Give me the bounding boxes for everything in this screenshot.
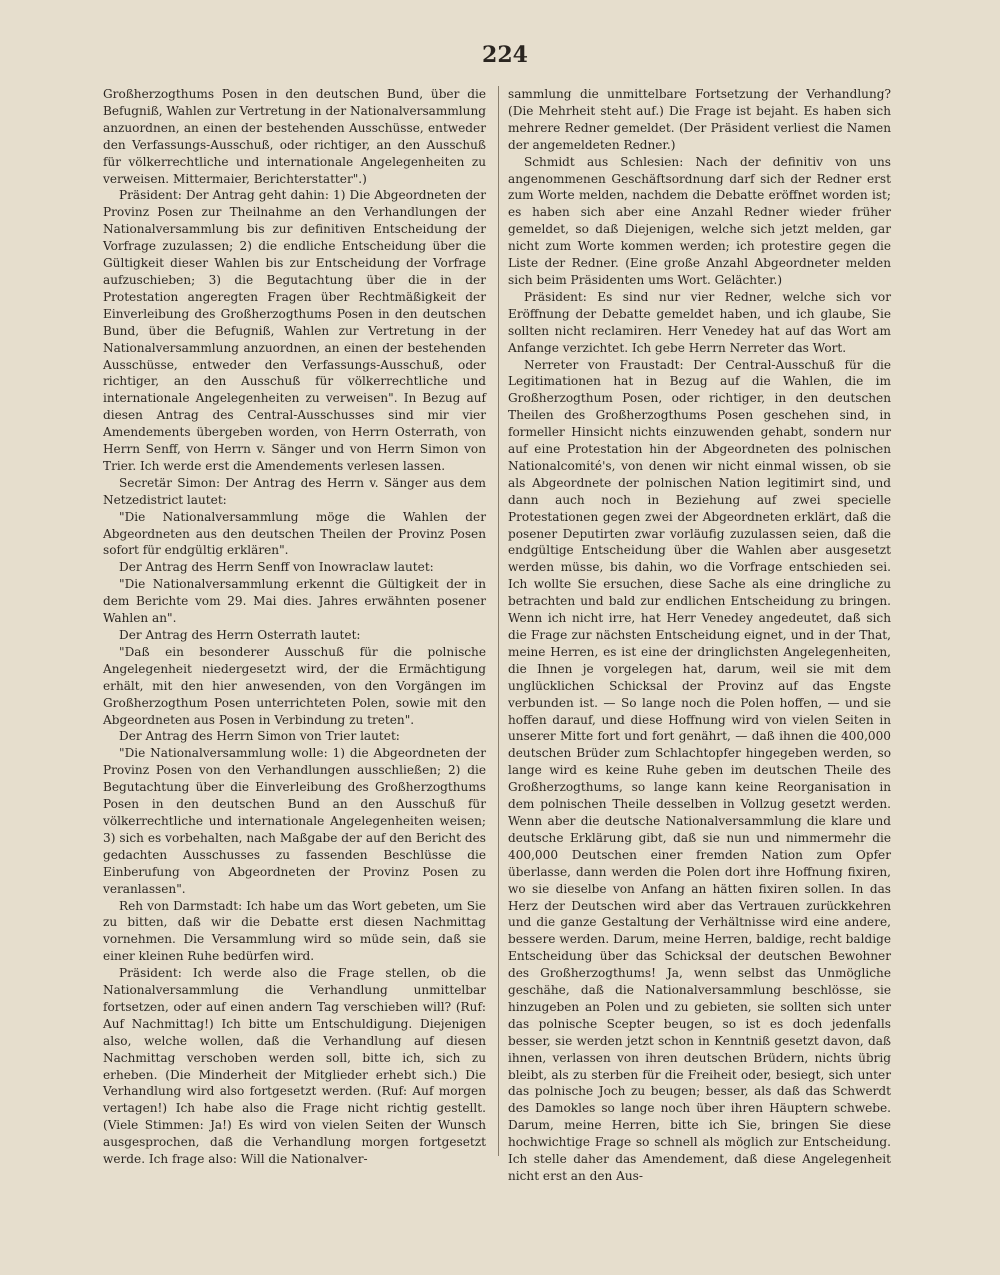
paragraph: Nerreter von Fraustadt: Der Central-Ausschuß für die Legitimationen hat in Bezug auf die Wahlen, die im Großherzogthum Posen, oder richtiger, in den deutschen Theilen des Großherzogthums Posen geschehen sind, in formeller Hinsicht nichts einzuwenden gehabt, sondern nur auf eine Protestation hin der Abgeordneten des polnischen Nationalcomité's, von denen wir nicht einmal wissen, ob sie als Abgeordnete der polnischen Nation legitimirt sind, und dann auch noch in Beziehung auf zwei specielle Protestationen gegen zwei der Abgeordneten erklärt, daß die posener Deputirten zwar vorläufig zuzulassen seien, daß die endgültige Entscheidung über die Wahlen aber ausgesetzt werden müsse, bis dahin, wo die Vorfrage entschieden sei. Ich wollte Sie ersuchen, diese Sache als eine dringliche zu betrachten und bald zur endlichen Entscheidung zu bringen. Wenn ich nicht irre, hat Herr Venedey angedeutet, daß sich die Frage zur nächsten Entscheidung eignet, und in der That, meine Herren, es ist eine der dringlichsten Angelegenheiten, die Ihnen je vorgelegen hat, darum, weil sie mit dem unglücklichen Schicksal der Provinz auf das Engste verbunden ist. — So lange noch die Polen hoffen, — und sie hoffen darauf, und diese Hoffnung wird von vielen Seiten in unserer Mitte fort und fort genährt, — daß ihnen die 400,000 deutschen Brüder zum Schlachtopfer hingegeben werden, so lange wird es keine Ruhe geben im deutschen Theile des Großherzogthums, so lange kann keine Reorganisation in dem polnischen Theile desselben in Vollzug gesetzt werden. Wenn aber die deutsche Nationalversammlung die klare und deutsche Erklärung gibt, daß sie nun und nimmermehr die 400,000 Deutschen einer fremden Nation zum Opfer überlasse, dann werden die Polen dort ihre Hoffnung fixiren, wo sie dieselbe von Anfang an hätten fixiren sollen. In das Herz der Deutschen wird aber das Vertrauen zurückkehren und die ganze Gestaltung der Verhältnisse wird eine andere, bessere werden. Darum, meine Herren, baldige, recht baldige Entscheidung über das Schicksal der deutschen Bewohner des Großherzogthums! Ja, wenn selbst das Unmögliche geschähe, daß die Nationalversammlung beschlösse, sie hinzugeben an Polen und zu gebieten, sie sollten sich unter das polnische Scepter beugen, so ist es doch jedenfalls besser, sie werden jetzt schon in Kenntniß gesetzt davon, daß ihnen, verlassen von ihren deutschen Brüdern, nichts übrig bleibt, als zu sterben für die Freiheit oder, besiegt, sich unter das polnische Joch zu beugen; besser, als daß das Schwerdt des Damokles so lange noch über ihren Häuptern schwebe. Darum, meine Herren, bitte ich Sie, bringen Sie diese hochwichtige Frage so schnell als möglich zur Entscheidung. Ich stelle daher das Amendement, daß diese Angelegenheit nicht erst an den Aus- — [508, 357, 891, 1183]
paragraph: Präsident: Ich werde also die Frage stellen, ob die Nationalversammlung die Verhandlung unmittelbar fortsetzen, oder auf einen andern Tag verschieben will? (Ruf: Auf Nachmittag!) Ich bitte um Entschuldigung. Diejenigen also, welche wollen, daß die Verhandlung auf diesen Nachmittag verschoben werden soll, bitte ich, sich zu erheben. (Die Minderheit der Mitglieder erhebt sich.) Die Verhandlung wird also fortgesetzt werden. (Ruf: Auf morgen vertagen!) Ich habe also die Frage nicht richtig gestellt. (Viele Stimmen: Ja!) Es wird von vielen Seiten der Wunsch ausgesprochen, daß die Verhandlung morgen fortgesetzt werde. Ich frage also: Will die Nationalver- — [103, 966, 486, 1167]
paragraph: Der Antrag des Herrn Simon von Trier lautet: — [119, 729, 400, 744]
right-column — [508, 86, 891, 1185]
paragraph: Schmidt aus Schlesien: Nach der definitiv von uns angenommenen Geschäftsordnung darf sich der Redner erst zum Worte melden, nachdem die Debatte eröffnet worden ist; es haben sich aber eine Anzahl Redner wieder früher gemeldet, so daß Diejenigen, welche sich jetzt melden, gar nicht zum Worte kommen werden; ich protestire gegen die Liste der Redner. (Eine große Anzahl Abgeordneter melden sich beim Präsidenten ums Wort. Gelächter.) — [508, 154, 891, 287]
paragraph: Präsident: Der Antrag geht dahin: 1) Die Abgeordneten der Provinz Posen zur Theilnahme an den Verhandlungen der Nationalversammlung bis zur definitiven Entscheidung der Vorfrage zuzulassen; 2) die endliche Entscheidung über die Gültigkeit dieser Wahlen bis zur Entscheidung der Vorfrage aufzuschieben; 3) die Begutachtung über die in der Protestation angeregten Fragen über Rechtmäßigkeit der Einverleibung des Großherzogthums Posen in den deutschen Bund, über die Befugniß, Wahlen zur Vertretung in der Nationalversammlung anzuordnen, an einen der bestehenden Ausschüsse, entweder den Verfassungs-Ausschuß, oder richtiger, an den Ausschuß für völkerrechtliche und internationale Angelegenheiten zu verweisen". In Bezug auf diesen Antrag des Central-Ausschusses sind mir vier Amendements übergeben worden, von Herrn Osterrath, von Herrn Senff, von Herrn v. Sänger und von Herrn Simon von Trier. Ich werde erst die Amendements verlesen lassen. — [103, 188, 486, 473]
paragraph: "Daß ein besonderer Ausschuß für die polnische Angelegenheit niedergesetzt wird, der die Ermächtigung erhält, mit den hier anwesenden, von den Vorgängen im Großherzogthum Posen unterrichteten Polen, sowie mit den Abgeordneten aus Posen in Verbindung zu treten". — [103, 644, 486, 727]
column-divider — [498, 86, 499, 1156]
paragraph: "Die Nationalversammlung erkennt die Gültigkeit der in dem Berichte vom 29. Mai dies. Jahres erwähnten posener Wahlen an". — [103, 577, 486, 626]
left-column — [103, 86, 486, 1168]
paragraph: Secretär Simon: Der Antrag des Herrn v. Sänger aus dem Netzedistrict lautet: — [103, 475, 486, 507]
paragraph: Der Antrag des Herrn Osterrath lautet: — [119, 628, 361, 642]
paragraph: Der Antrag des Herrn Senff von Inowraclaw lautet: — [119, 560, 434, 575]
paragraph: sammlung die unmittelbare Fortsetzung der Verhandlung? (Die Mehrheit steht auf.) Die Frage ist bejaht. Es haben sich mehrere Redner gemeldet. (Der Präsident verliest die Namen der angemeldeten Redner.) — [508, 87, 891, 152]
paragraph: Reh von Darmstadt: Ich habe um das Wort gebeten, um Sie zu bitten, daß wir die Debatte erst diesen Nachmittag vornehmen. Die Versammlung wird so müde sein, daß sie einer kleinen Ruhe bedürfen wird. — [103, 898, 486, 964]
paragraph: Präsident: Es sind nur vier Redner, welche sich vor Eröffnung der Debatte gemeldet haben, und ich glaube, Sie sollten nicht reclamiren. Herr Venedey hat auf das Wort am Anfange verzichtet. Ich gebe Herrn Nerreter das Wort. — [508, 289, 891, 355]
page-number: 224 — [482, 42, 528, 68]
paragraph: Großherzogthums Posen in den deutschen Bund, über die Befugniß, Wahlen zur Vertretung in der Nationalversammlung anzuordnen, an einen der bestehenden Ausschüsse, entweder den Verfassungs-Ausschuß, oder richtiger, an den Ausschuß für völkerrechtliche und internationale Angelegenheiten zu verweisen. Mittermaier, Berichterstatter".) — [103, 87, 486, 186]
paragraph: "Die Nationalversammlung wolle: 1) die Abgeordneten der Provinz Posen von den Verhandlungen ausschließen; 2) die Begutachtung über die Einverleibung des Großherzogthums Posen in den deutschen Bund an den Ausschuß für völkerrechtliche und internationale Angelegenheiten weisen; 3) sich es vorbehalten, nach Maßgabe der auf den Bericht des gedachten Ausschusses zu fassenden Beschlüsse die Einberufung von Abgeordneten der Provinz Posen zu veranlassen". — [103, 746, 486, 896]
paragraph: "Die Nationalversammlung möge die Wahlen der Abgeordneten aus den deutschen Theilen der Provinz Posen sofort für endgültig erklären". — [103, 509, 486, 558]
